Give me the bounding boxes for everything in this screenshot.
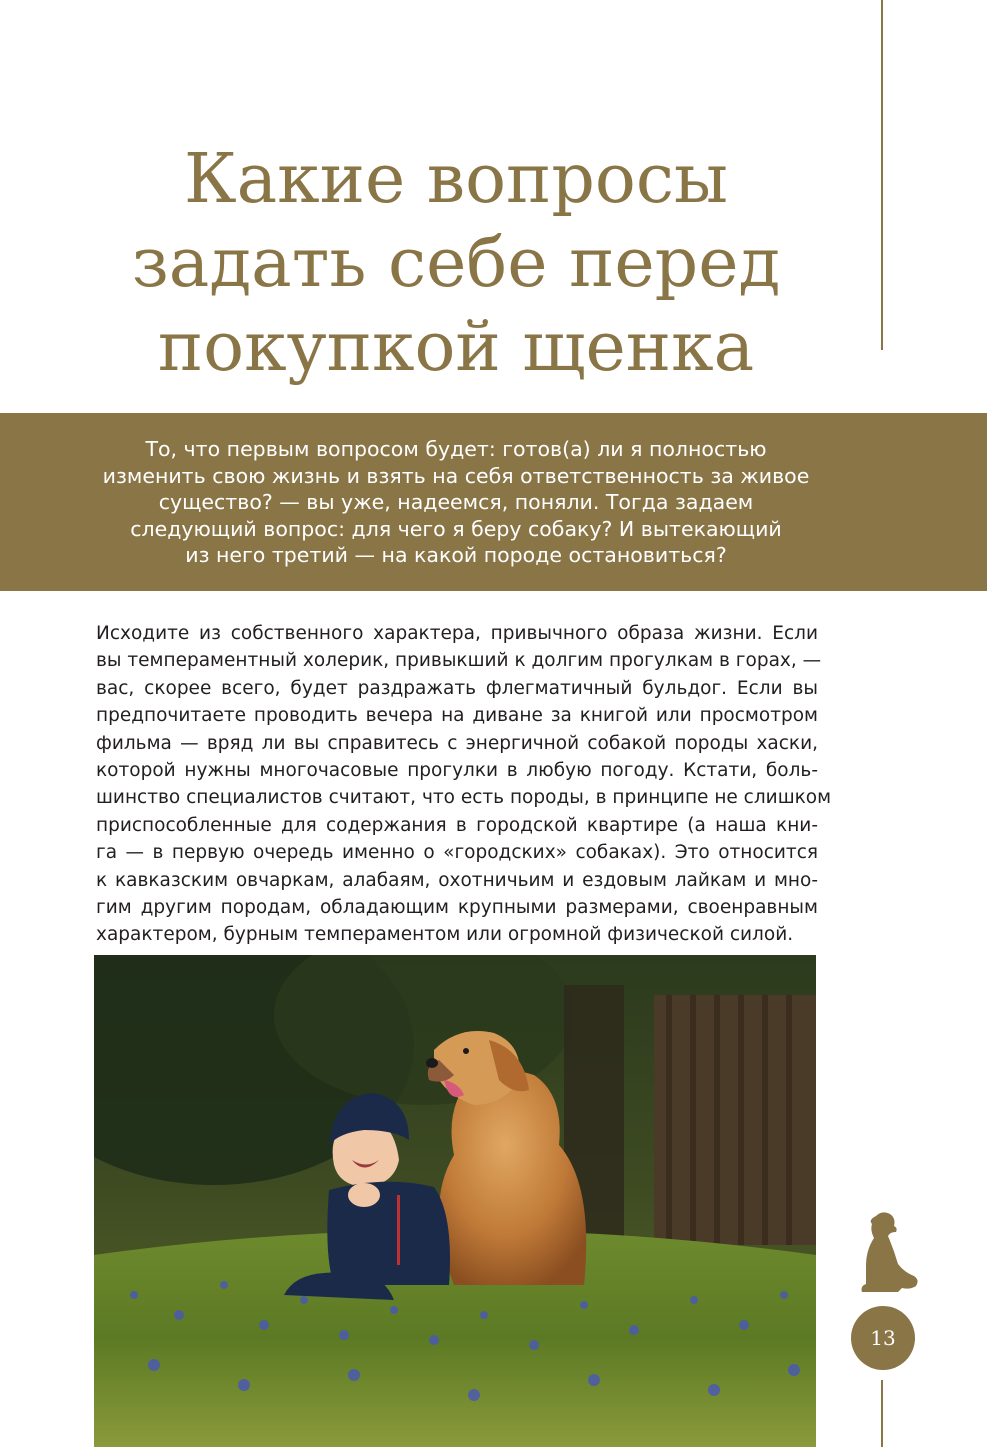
body-line: га — в первую очередь именно о «городских» собаках). Это относится — [96, 842, 818, 864]
sitting-dog-icon — [852, 1210, 922, 1294]
body-line: шинство специалистов считают, что есть породы, в принципе не слишком — [96, 787, 832, 809]
body-line: гим другим породам, обладающим крупными размерами, своенравным — [96, 897, 818, 919]
body-line: характером, бурным темпераментом или огромной физической силой. — [96, 924, 794, 946]
intro-line: из него третий — на какой породе остановиться? — [185, 543, 727, 567]
chapter-title-line: задать себе перед — [131, 224, 781, 303]
body-line: приспособленные для содержания в городской квартире (а наша кни- — [96, 814, 818, 836]
child-with-dog-photo — [94, 955, 816, 1447]
body-line: к кавказским овчаркам, алабаям, охотничьим и ездовым лайкам и мно- — [96, 869, 818, 891]
body-line: вы темпераментный холерик, привыкший к долгим прогулкам в горах, — — [96, 650, 822, 672]
intro-line: следующий вопрос: для чего я беру собаку? И вытекающий — [130, 516, 782, 541]
intro-line: существо? — вы уже, надеемся, поняли. Тогда задаем — [158, 490, 754, 514]
chapter-title — [0, 138, 912, 390]
intro-banner — [0, 413, 987, 591]
chapter-title-line: Какие вопросы — [183, 140, 729, 219]
photo-illustration — [94, 955, 816, 1447]
body-line: которой нужны многочасовые прогулки в любую погоду. Кстати, боль- — [96, 760, 818, 782]
body-line: предпочитаете проводить вечера на диване за книгой или просмотром — [96, 705, 818, 727]
intro-line: То, что первым вопросом будет: готов(а) ли я полностью — [145, 437, 767, 461]
intro-line: изменить свою жизнь и взять на себя ответственность за живое — [102, 463, 810, 488]
page-number: 13 — [851, 1306, 915, 1370]
body-line: вас, скорее всего, будет раздражать флегматичный бульдог. Если вы — [96, 677, 818, 699]
body-line: Исходите из собственного характера, привычного образа жизни. Если — [96, 623, 818, 644]
body-paragraph — [96, 620, 832, 949]
intro-text — [0, 436, 912, 569]
vertical-rule-bottom — [881, 1380, 883, 1447]
body-line: фильма — вряд ли вы справитесь с энергичной собакой породы хаски, — [96, 732, 818, 754]
chapter-title-line: покупкой щенка — [157, 308, 755, 387]
